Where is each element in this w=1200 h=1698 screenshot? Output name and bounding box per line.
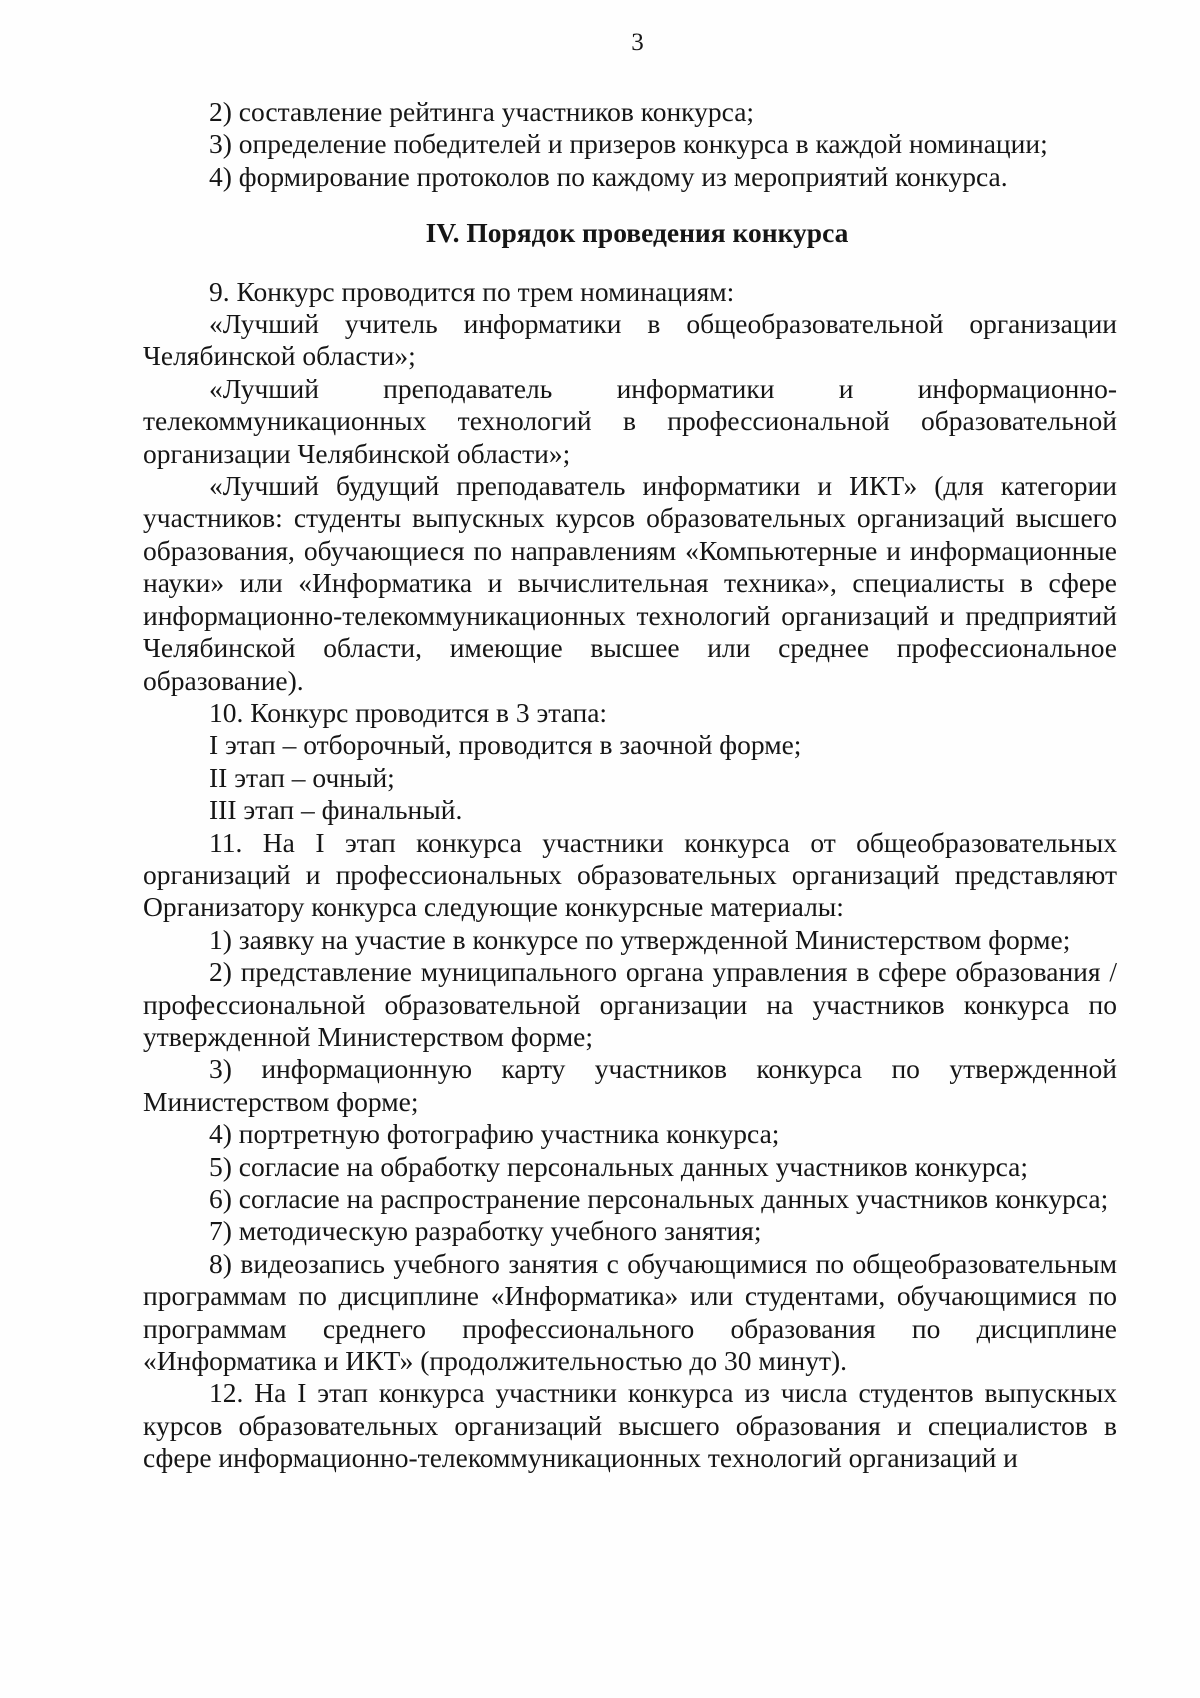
- stage-1: I этап – отборочный, проводится в заочной форме;: [209, 729, 802, 761]
- paragraph-12: 12. На I этап конкурса участники конкурса из числа студентов выпускных курсов образовательных организаций высшего образования и специалистов в сфере информационно-телекоммуникационных технологий организаций и: [143, 1377, 1117, 1474]
- material-7: 7) методическую разработку учебного занятия;: [209, 1215, 762, 1247]
- material-8: 8) видеозапись учебного занятия с обучающимися по общеобразовательным программам по дисциплине «Информатика» или студентами, обучающимися по программам среднего профессионального образования по дисциплине «Информатика и ИКТ» (продолжительностью до 30 минут).: [143, 1247, 1117, 1377]
- paragraph-10: 10. Конкурс проводится в 3 этапа:: [209, 696, 608, 728]
- material-6: 6) согласие на распространение персональных данных участников конкурса;: [209, 1183, 1109, 1214]
- material-3: 3) информационную карту участников конкурса по утвержденной Министерством форме;: [143, 1053, 1117, 1117]
- material-2: 2) представление муниципального органа управления в сфере образования / профессиональной образовательной организации на участников конкурса по утвержденной Министерством форме;: [143, 956, 1117, 1052]
- section-heading: IV. Порядок проведения конкурса: [425, 217, 849, 249]
- stage-2: II этап – очный;: [209, 761, 395, 793]
- list-item-3: 3) определение победителей и призеров конкурса в каждой номинации;: [209, 128, 1048, 160]
- material-4: 4) портретную фотографию участника конкурса;: [209, 1118, 780, 1150]
- nomination-2: «Лучший преподаватель информатики и информационно-телекоммуникационных технологий в профессиональной образовательной организации Челябинской области»;: [143, 372, 1117, 469]
- list-item-2: 2) составление рейтинга участников конкурса;: [209, 96, 755, 127]
- list-item-4: 4) формирование протоколов по каждому из мероприятий конкурса.: [209, 160, 1008, 192]
- material-1: 1) заявку на участие в конкурсе по утвержденной Министерством форме;: [209, 923, 1071, 955]
- paragraph-11: 11. На I этап конкурса участники конкурса от общеобразовательных организаций и профессиональных образовательных организаций представляют Организатору конкурса следующие конкурсные материалы:: [143, 826, 1117, 923]
- stage-3: III этап – финальный.: [209, 794, 463, 826]
- nomination-3: «Лучший будущий преподаватель информатики и ИКТ» (для категории участников: студенты выпускных курсов образовательных организаций высшего образования, обучающиеся по направлениям «Компьютерные и информационные науки» или «Информатика и вычислительная техника», специалисты в сфере информационно-телекоммуникационных технологий организаций и предприятий Челябинской области, имеющие высшее или среднее профессиональное образование).: [143, 470, 1117, 696]
- document-body: [143, 96, 1117, 1475]
- material-5: 5) согласие на обработку персональных данных участников конкурса;: [209, 1150, 1028, 1182]
- nomination-1: «Лучший учитель информатики в общеобразовательной организации Челябинской области»;: [143, 308, 1117, 372]
- page-number: 3: [631, 29, 644, 56]
- paragraph-9: 9. Конкурс проводится по трем номинациям:: [209, 275, 735, 307]
